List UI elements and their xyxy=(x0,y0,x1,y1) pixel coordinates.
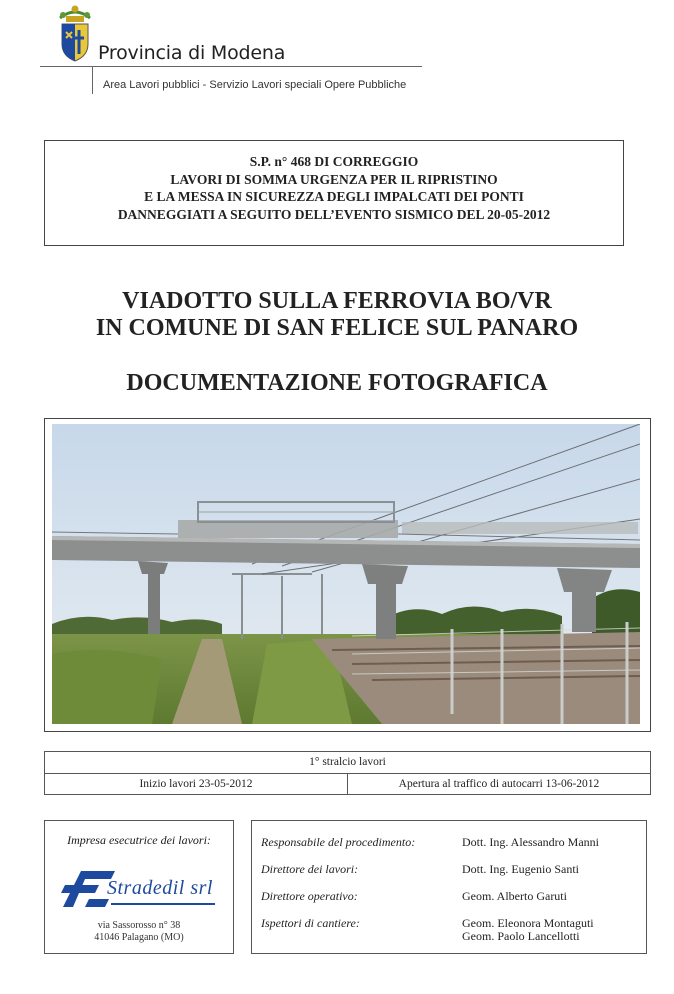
viaduct-photo xyxy=(52,424,640,724)
phase-table xyxy=(44,751,651,795)
project-line-3: E LA MESSA IN SICUREZZA DEGLI IMPALCATI DEI PONTI xyxy=(144,189,524,204)
project-line-4: DANNEGGIATI A SEGUITO DELL’EVENTO SISMICO DEL 20-05-2012 xyxy=(117,206,551,222)
header-vertical-divider xyxy=(92,67,93,94)
name-site-inspector-1: Geom. Eleonora Montaguti xyxy=(462,916,594,930)
name-procedure-manager: Dott. Ing. Alessandro Manni xyxy=(462,835,599,849)
provincia-coat-of-arms-icon xyxy=(50,4,100,64)
role-operational-director: Direttore operativo: xyxy=(261,889,358,903)
personnel-box xyxy=(251,820,647,954)
name-works-director: Dott. Ing. Eugenio Santi xyxy=(462,862,579,876)
contractor-address-city: 41046 Palagano (MO) xyxy=(94,932,184,943)
project-description-box xyxy=(44,140,624,246)
title-documentation: DOCUMENTAZIONE FOTOGRAFICA xyxy=(126,370,548,396)
stradedil-logo-text: Stradedil srl xyxy=(107,877,213,899)
department-name: Area Lavori pubblici - Servizio Lavori speciali Opere Pubbliche xyxy=(103,79,407,91)
header-divider xyxy=(40,66,422,67)
contractor-label: Impresa esecutrice dei lavori: xyxy=(67,833,211,847)
org-name: Provincia di Modena xyxy=(98,42,286,64)
contractor-address-street: via Sassorosso n° 38 xyxy=(97,920,181,931)
phase-title: 1° stralcio lavori xyxy=(45,752,650,774)
role-procedure-manager: Responsabile del procedimento: xyxy=(261,835,416,849)
name-operational-director: Geom. Alberto Garuti xyxy=(462,889,567,903)
stradedil-underline xyxy=(111,903,215,905)
project-line-2: LAVORI DI SOMMA URGENZA PER IL RIPRISTINO xyxy=(170,171,498,187)
stradedil-logo xyxy=(59,863,221,913)
project-road: S.P. n° 468 DI CORREGGIO xyxy=(249,154,419,169)
works-start-date: Inizio lavori 23-05-2012 xyxy=(45,774,348,794)
traffic-opening-date: Apertura al traffico di autocarri 13-06-2012 xyxy=(398,778,600,790)
title-municipality: IN COMUNE DI SAN FELICE SUL PANARO xyxy=(95,315,579,341)
title-viaduct: VIADOTTO SULLA FERROVIA BO/VR xyxy=(122,288,552,314)
contractor-box xyxy=(44,820,234,954)
name-site-inspector-2: Geom. Paolo Lancellotti xyxy=(462,929,580,943)
role-works-director: Direttore dei lavori: xyxy=(261,862,359,876)
role-site-inspectors: Ispettori di cantiere: xyxy=(261,916,360,930)
